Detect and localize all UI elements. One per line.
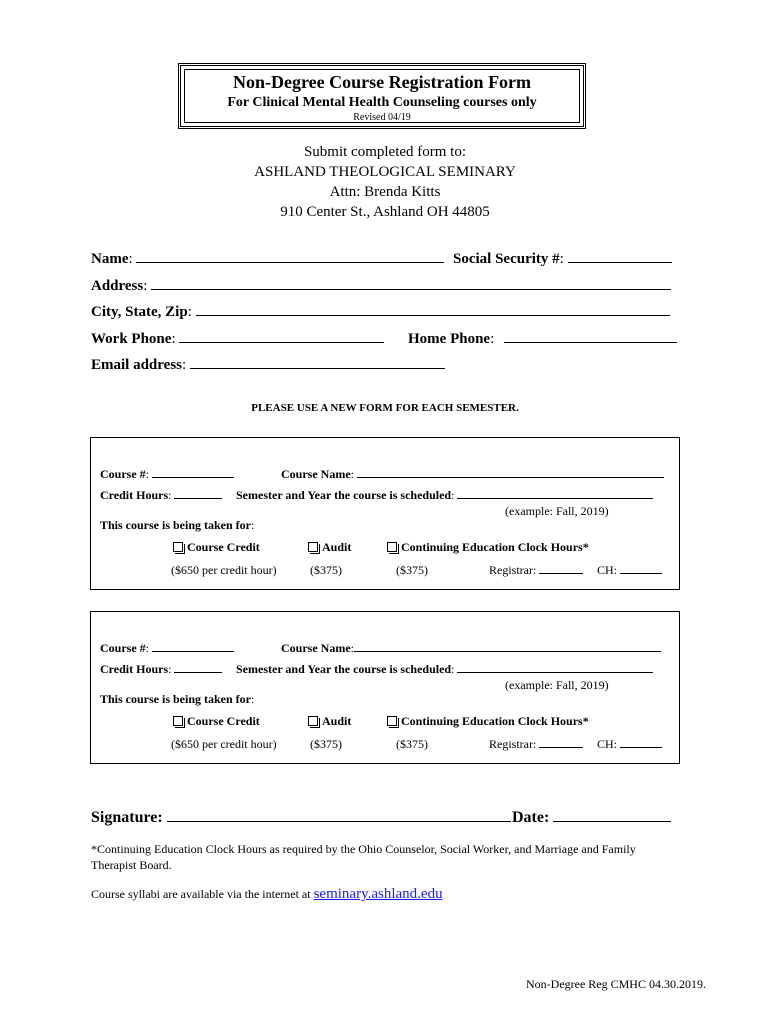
submit-line-4: 910 Center St., Ashland OH 44805 [280, 204, 490, 220]
syllabi-text: Course syllabi are available via the internet at [91, 887, 311, 901]
checkbox-icon[interactable] [308, 542, 318, 552]
ch-label: CH: [597, 563, 618, 577]
city-field[interactable] [196, 303, 670, 316]
submit-line-3: Attn: Brenda Kitts [329, 184, 441, 200]
city-row: City, State, Zip: [91, 303, 670, 321]
option-course-credit[interactable]: Course Credit [173, 714, 260, 729]
date-row [512, 808, 671, 827]
footnote: *Continuing Education Clock Hours as required by the Ohio Counselor, Social Worker, and Marriage and Family Therapist Board. [91, 842, 636, 872]
checkbox-icon[interactable] [173, 542, 183, 552]
signature-label: Signature: [91, 809, 163, 826]
semester-label: Semester and Year the course is scheduled [236, 488, 452, 502]
city-label: City, State, Zip [91, 304, 188, 320]
address-row: Address: [91, 277, 671, 295]
footer-code: Non-Degree Reg CMHC 04.30.2019. [526, 977, 706, 991]
email-field[interactable] [190, 356, 445, 369]
form-subtitle: For Clinical Mental Health Counseling courses only [227, 95, 537, 110]
ssn-field[interactable] [568, 250, 672, 263]
semester-field[interactable] [457, 488, 653, 499]
price-audit: ($375) [310, 563, 342, 577]
course-number-label: Course # [100, 467, 146, 481]
revised-date: Revised 04/19 [353, 112, 411, 123]
submit-line-1: Submit completed form to: [303, 144, 467, 160]
option-ce-hours[interactable]: Continuing Education Clock Hours* [387, 714, 589, 729]
address-label: Address [91, 278, 144, 294]
course-number-label: Course # [100, 641, 146, 655]
checkbox-icon[interactable] [308, 716, 318, 726]
registrar-field[interactable] [539, 737, 583, 748]
submit-address [0, 142, 770, 222]
course-name-field[interactable] [357, 467, 664, 478]
registrar-label: Registrar: [489, 563, 537, 577]
price-credit: ($650 per credit hour) [171, 737, 277, 751]
semester-notice: PLEASE USE A NEW FORM FOR EACH SEMESTER. [251, 402, 519, 414]
credit-hours-label: Credit Hours [100, 662, 169, 676]
syllabi-link[interactable]: seminary.ashland.edu [313, 886, 443, 902]
email-label: Email address [91, 357, 182, 373]
semester-field[interactable] [457, 662, 653, 673]
course-number-field[interactable] [152, 641, 234, 652]
name-field[interactable] [136, 250, 444, 263]
header-box [178, 63, 586, 129]
taken-for-label: This course is being taken for [100, 692, 252, 706]
option-audit[interactable]: Audit [308, 540, 351, 555]
price-audit: ($375) [310, 737, 342, 751]
price-ce: ($375) [396, 563, 428, 577]
ch-field[interactable] [620, 737, 662, 748]
work-phone-field[interactable] [179, 330, 384, 343]
semester-example: (example: Fall, 2019) [505, 504, 609, 518]
date-label: Date: [512, 809, 550, 826]
form-title: Non-Degree Course Registration Form [232, 72, 532, 92]
date-field[interactable] [553, 808, 671, 822]
signature-field[interactable] [167, 808, 511, 822]
name-row: Name: [91, 250, 444, 268]
option-ce-hours[interactable]: Continuing Education Clock Hours* [387, 540, 589, 555]
checkbox-icon[interactable] [387, 542, 397, 552]
submit-line-2: ASHLAND THEOLOGICAL SEMINARY [254, 164, 516, 180]
work-phone-row: Work Phone: [91, 330, 384, 348]
taken-for-label: This course is being taken for [100, 518, 252, 532]
course-box-1: Course #: Course Name: Credit Hours: Semester and Year the course is scheduled: (example: Fall, 2019) This course is being taken for: Course Credit Audit Continuing Education Clock Hours* ($650 per credit hour) ($375) ($375) Registrar: CH: [90, 437, 680, 590]
course-number-field[interactable] [152, 467, 234, 478]
home-phone-row: Home Phone: [408, 330, 677, 348]
ssn-label: Social Security # [453, 251, 560, 267]
registrar-label: Registrar: [489, 737, 537, 751]
credit-hours-field[interactable] [174, 488, 222, 499]
syllabi-row [91, 886, 443, 903]
email-row: Email address: [91, 356, 445, 374]
checkbox-icon[interactable] [387, 716, 397, 726]
ch-field[interactable] [620, 563, 662, 574]
course-name-label: Course Name [281, 467, 351, 481]
name-label: Name [91, 251, 129, 267]
signature-row [91, 808, 511, 827]
option-audit[interactable]: Audit [308, 714, 351, 729]
course-name-label: Course Name [281, 641, 351, 655]
checkbox-icon[interactable] [173, 716, 183, 726]
ch-label: CH: [597, 737, 618, 751]
course-name-field[interactable] [354, 641, 661, 652]
address-field[interactable] [151, 277, 671, 290]
option-course-credit[interactable]: Course Credit [173, 540, 260, 555]
price-ce: ($375) [396, 737, 428, 751]
semester-label: Semester and Year the course is scheduled [236, 662, 452, 676]
ssn-row: Social Security #: [453, 250, 672, 268]
registrar-field[interactable] [539, 563, 583, 574]
semester-example: (example: Fall, 2019) [505, 678, 609, 692]
credit-hours-label: Credit Hours [100, 488, 169, 502]
credit-hours-field[interactable] [174, 662, 222, 673]
home-phone-field[interactable] [504, 330, 677, 343]
home-phone-label: Home Phone [408, 331, 491, 347]
price-credit: ($650 per credit hour) [171, 563, 277, 577]
work-phone-label: Work Phone [91, 331, 172, 347]
course-box-2: Course #: Course Name: Credit Hours: Semester and Year the course is scheduled: (example: Fall, 2019) This course is being taken for: Course Credit Audit Continuing Education Clock Hours* ($650 per credit hour) ($375) ($375) Registrar: CH: [90, 611, 680, 764]
